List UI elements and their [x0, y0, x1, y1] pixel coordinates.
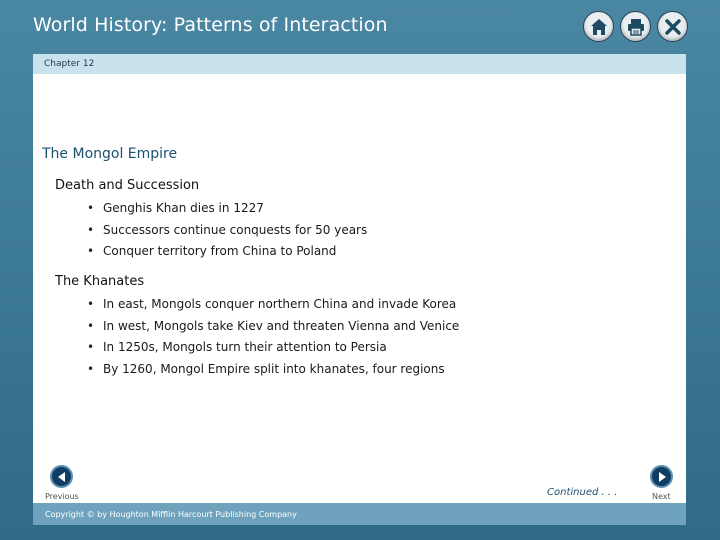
section-title: The Mongol Empire	[42, 146, 178, 162]
list-item: • In 1250s, Mongols turn their attention to Persia	[87, 340, 387, 355]
chapter-label: Chapter 12	[33, 54, 686, 74]
list-item: • Successors continue conquests for 50 years	[87, 222, 368, 237]
group-title-the-khanates: The Khanates	[55, 274, 145, 289]
list-item: • In west, Mongols take Kiev and threaten Vienna and Venice	[87, 318, 460, 333]
close-icon	[663, 17, 683, 37]
bullet-list-death-and-succession	[87, 198, 367, 263]
previous-label[interactable]: Previous	[45, 492, 79, 501]
list-item: • Genghis Khan dies in 1227	[87, 201, 264, 215]
close-button[interactable]	[657, 11, 688, 42]
group-title-death-and-succession: Death and Succession	[55, 178, 200, 193]
header-toolbar	[583, 11, 688, 42]
home-button[interactable]	[583, 11, 614, 42]
continued-note: Continued . . .	[547, 487, 618, 498]
slide-panel	[33, 54, 686, 504]
list-item: • By 1260, Mongol Empire split into khanates, four regions	[87, 362, 445, 377]
arrow-left-icon	[56, 471, 68, 483]
app-title: World History: Patterns of Interaction	[33, 14, 388, 36]
next-button[interactable]	[650, 465, 673, 488]
copyright-text: Copyright © by Houghton Mifflin Harcourt Publishing Company	[45, 510, 297, 519]
bullet-list-the-khanates	[87, 294, 459, 381]
list-item: • Conquer territory from China to Poland	[87, 244, 337, 259]
next-label[interactable]: Next	[652, 492, 671, 501]
home-icon	[589, 17, 609, 37]
print-button[interactable]	[620, 11, 651, 42]
previous-button[interactable]	[50, 465, 73, 488]
print-icon	[626, 17, 646, 37]
arrow-right-icon	[656, 471, 668, 483]
list-item: • In east, Mongols conquer northern China and invade Korea	[87, 297, 457, 311]
footer-bar	[33, 503, 686, 525]
